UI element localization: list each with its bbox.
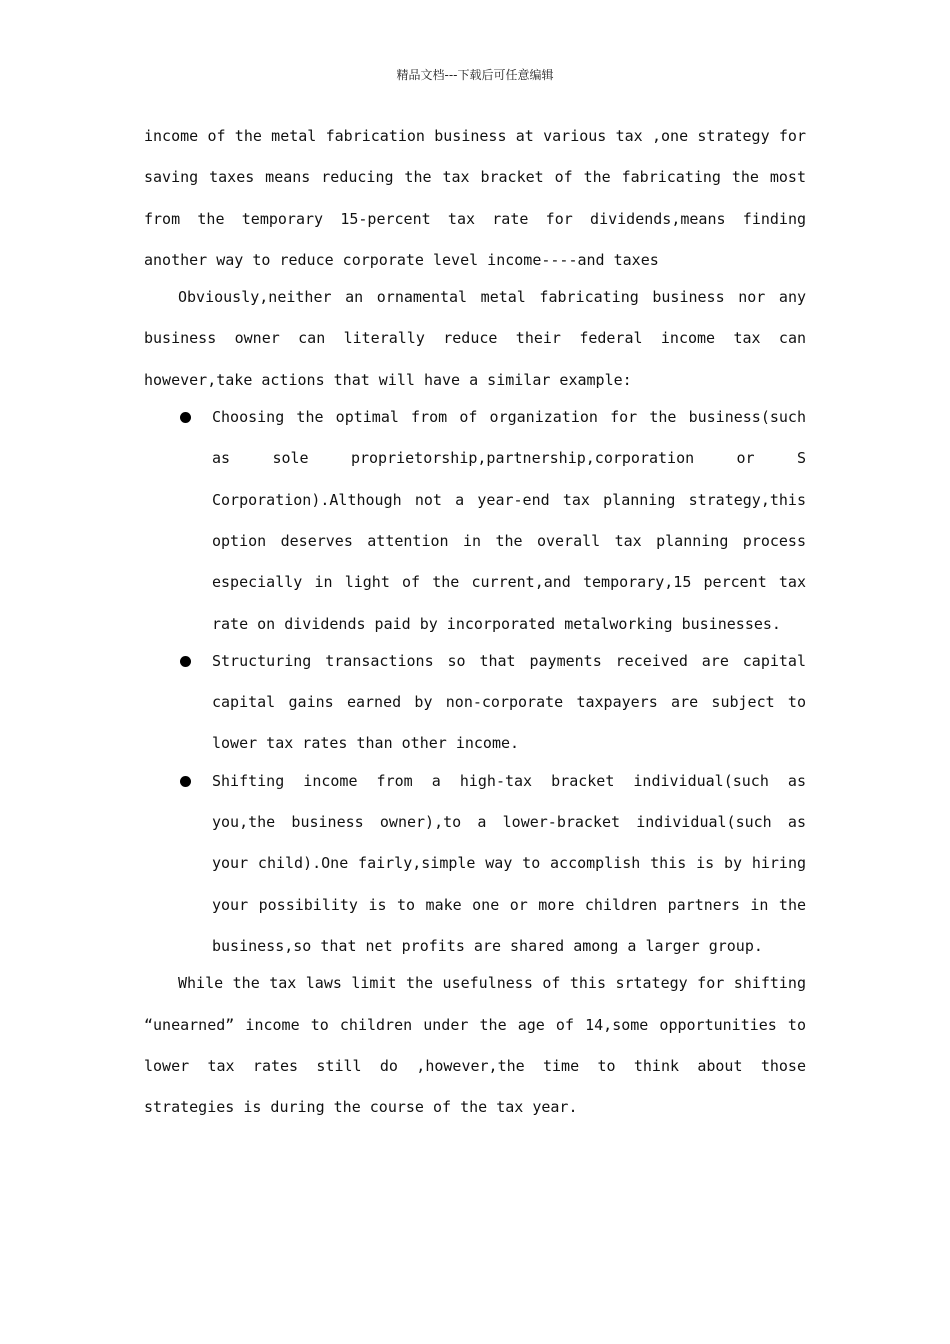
list-item xyxy=(144,761,806,967)
paragraph-income: income of the metal fabrication business at various tax ,one strategy for saving taxes means reducing the tax bracket of the fabricating the most from the temporary 15-percent tax rate for dividends,means finding another way to reduce corporate level income----and taxes xyxy=(144,127,806,269)
document-body xyxy=(144,116,806,1128)
bullet-text-shifting: Shifting income from a high-tax bracket individual(such as you,the business owner),to a lower-bracket individual(such as your child).One fairly,simple way to accomplish this is by hiring your possibility is to make one or more children partners in the business,so that net profits are shared among a larger group. xyxy=(212,771,806,955)
paragraph-obviously: Obviously,neither an ornamental metal fabricating business nor any business owner can literally reduce their federal income tax can however,take actions that will have a similar example: xyxy=(144,288,806,389)
bullet-icon xyxy=(180,412,191,423)
bullet-text-organization: Choosing the optimal from of organization for the business(such as sole proprietorship,partnership,corporation or S Corporation).Although not a year-end tax planning strategy,this option deserves attention in the overall tax planning process especially in light of the current,and temporary,15 percent tax rate on dividends paid by incorporated metalworking businesses. xyxy=(212,408,806,633)
list-item xyxy=(144,641,806,765)
strategy-bullet-list xyxy=(144,397,806,967)
page-header: 精品文档---下载后可任意编辑 xyxy=(396,68,554,82)
bullet-icon xyxy=(180,656,191,667)
paragraph-while: While the tax laws limit the usefulness of this srtategy for shifting “unearned” income to children under the age of 14,some opportunities to lower tax rates still do ,however,the time to think about those strategies is during the course of the tax year. xyxy=(144,974,806,1117)
list-item xyxy=(144,397,806,645)
bullet-icon xyxy=(180,776,191,787)
bullet-text-structuring: Structuring transactions so that payments received are capital capital gains earned by non-corporate taxpayers are subject to lower tax rates than other income. xyxy=(212,651,806,753)
